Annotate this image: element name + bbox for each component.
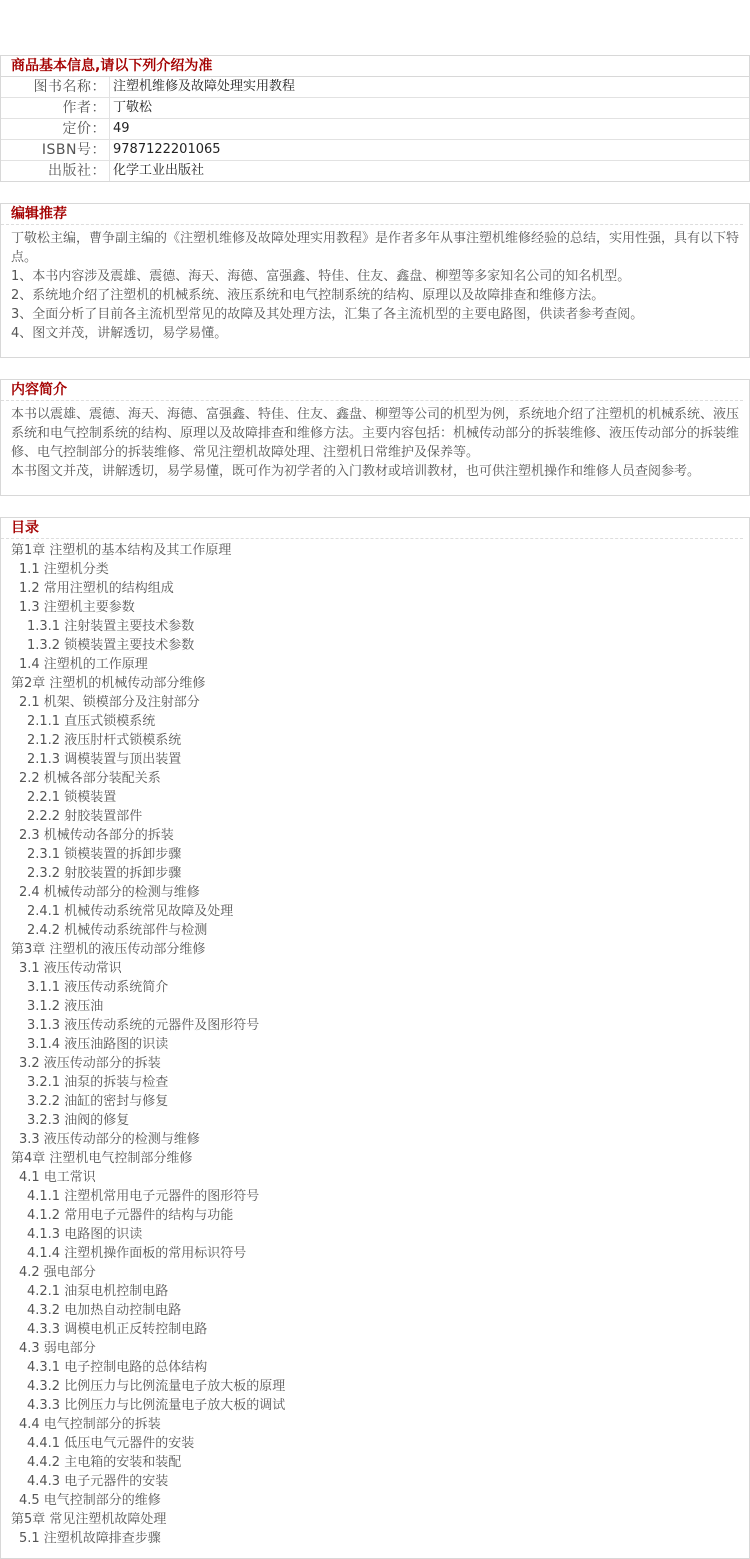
toc-item: 第3章 注塑机的液压传动部分维修 (11, 942, 206, 957)
toc-item: 2.4 机械传动部分的检测与维修 (19, 885, 200, 900)
info-label: ISBN号： (1, 140, 110, 160)
toc-item: 3.1.4 液压油路图的识读 (27, 1037, 169, 1052)
paragraph: 本书图文并茂，讲解透切，易学易懂，既可作为初学者的入门教材或培训教材，也可供注塑机操作和维修人员查阅参考。 (11, 464, 701, 479)
info-label: 定价： (1, 119, 110, 139)
toc-item: 3.2.1 油泵的拆装与检查 (27, 1075, 169, 1090)
basic-info-title: 商品基本信息,请以下列介绍为准 (1, 56, 749, 77)
toc-item: 4.3.2 比例压力与比例流量电子放大板的原理 (27, 1379, 286, 1394)
toc-item: 1.1 注塑机分类 (19, 562, 109, 577)
content-intro-text (1, 401, 749, 487)
paragraph: 3、全面分析了目前各主流机型常见的故障及其处理方法，汇集了各主流机型的主要电路图，供读者参考查阅。 (11, 307, 644, 322)
info-label: 图书名称： (1, 77, 110, 97)
editor-recommend-panel (0, 203, 750, 358)
content-intro-panel (0, 379, 750, 496)
toc-item: 2.4.1 机械传动系统常见故障及处理 (27, 904, 234, 919)
toc-item: 第4章 注塑机电气控制部分维修 (11, 1151, 193, 1166)
info-row (1, 161, 749, 181)
info-label: 出版社： (1, 161, 110, 181)
info-label: 作者： (1, 98, 110, 118)
toc-item: 2.1.1 直压式锁模系统 (27, 714, 156, 729)
toc-title: 目录 (1, 518, 743, 539)
info-row (1, 140, 749, 161)
toc-item: 3.1 液压传动常识 (19, 961, 122, 976)
info-value: 化学工业出版社 (113, 163, 205, 178)
toc-item: 4.2.1 油泵电机控制电路 (27, 1284, 169, 1299)
toc-item: 4.4.2 主电箱的安装和装配 (27, 1455, 182, 1470)
toc-item: 2.1.2 液压肘杆式锁模系统 (27, 733, 182, 748)
toc-list (1, 539, 749, 1548)
toc-item: 4.1.4 注塑机操作面板的常用标识符号 (27, 1246, 247, 1261)
editor-recommend-text (1, 225, 749, 349)
info-value: 9787122201065 (113, 142, 221, 157)
paragraph: 丁敬松主编，曹争副主编的《注塑机维修及故障处理实用教程》是作者多年从事注塑机维修经验的总结，实用性强，具有以下特点。 (11, 231, 740, 265)
toc-item: 2.2.1 锁模装置 (27, 790, 117, 805)
info-row (1, 98, 749, 119)
toc-item: 第2章 注塑机的机械传动部分维修 (11, 676, 206, 691)
toc-item: 1.3 注塑机主要参数 (19, 600, 135, 615)
info-row (1, 77, 749, 98)
toc-item: 2.3 机械传动各部分的拆装 (19, 828, 174, 843)
paragraph: 2、系统地介绍了注塑机的机械系统、液压系统和电气控制系统的结构、原理以及故障排查和维修方法。 (11, 288, 605, 303)
toc-item: 4.1.3 电路图的识读 (27, 1227, 143, 1242)
toc-item: 4.4.3 电子元器件的安装 (27, 1474, 169, 1489)
toc-item: 1.4 注塑机的工作原理 (19, 657, 148, 672)
toc-panel (0, 517, 750, 1559)
basic-info-panel (0, 55, 750, 182)
toc-item: 2.1 机架、锁模部分及注射部分 (19, 695, 200, 710)
toc-item: 4.5 电气控制部分的维修 (19, 1493, 161, 1508)
toc-item: 5.1 注塑机故障排查步骤 (19, 1531, 161, 1546)
toc-item: 3.1.3 液压传动系统的元器件及图形符号 (27, 1018, 260, 1033)
toc-item: 3.3 液压传动部分的检测与维修 (19, 1132, 200, 1147)
toc-item: 4.1.1 注塑机常用电子元器件的图形符号 (27, 1189, 260, 1204)
toc-item: 2.4.2 机械传动系统部件与检测 (27, 923, 208, 938)
info-value: 注塑机维修及故障处理实用教程 (113, 79, 296, 94)
toc-item: 2.1.3 调模装置与顶出装置 (27, 752, 182, 767)
toc-item: 4.3.2 电加热自动控制电路 (27, 1303, 182, 1318)
toc-item: 4.3.3 调模电机正反转控制电路 (27, 1322, 208, 1337)
toc-item: 4.4.1 低压电气元器件的安装 (27, 1436, 195, 1451)
info-row (1, 119, 749, 140)
toc-item: 2.3.1 锁模装置的拆卸步骤 (27, 847, 182, 862)
toc-item: 3.2.2 油缸的密封与修复 (27, 1094, 169, 1109)
content-intro-title: 内容简介 (1, 380, 743, 401)
toc-item: 1.3.2 锁模装置主要技术参数 (27, 638, 195, 653)
editor-recommend-title: 编辑推荐 (1, 204, 743, 225)
toc-item: 3.1.1 液压传动系统简介 (27, 980, 169, 995)
basic-info-table (1, 77, 749, 181)
toc-item: 3.1.2 液压油 (27, 999, 104, 1014)
toc-item: 4.4 电气控制部分的拆装 (19, 1417, 161, 1432)
toc-item: 4.3.3 比例压力与比例流量电子放大板的调试 (27, 1398, 286, 1413)
toc-item: 2.3.2 射胶装置的拆卸步骤 (27, 866, 182, 881)
toc-item: 3.2.3 油阀的修复 (27, 1113, 130, 1128)
toc-item: 第1章 注塑机的基本结构及其工作原理 (11, 543, 232, 558)
info-value: 49 (113, 121, 130, 136)
toc-item: 4.1.2 常用电子元器件的结构与功能 (27, 1208, 234, 1223)
paragraph: 本书以震雄、震德、海天、海德、富强鑫、特佳、住友、鑫盘、柳塑等公司的机型为例，系统地介绍了注塑机的机械系统、液压系统和电气控制系统的结构、原理以及故障排查和维修方法。主要内容包括：机械传动部分的拆装维修、液压传动部分的拆装维修、电气控制部分的拆装维修、常见注塑机故障处理、注塑机日常维护及保养等。 (11, 407, 740, 460)
toc-item: 4.2 强电部分 (19, 1265, 96, 1280)
toc-item: 2.2.2 射胶装置部件 (27, 809, 143, 824)
toc-item: 4.3.1 电子控制电路的总体结构 (27, 1360, 208, 1375)
toc-item: 1.3.1 注射装置主要技术参数 (27, 619, 195, 634)
paragraph: 4、图文并茂，讲解透切，易学易懂。 (11, 326, 228, 341)
toc-item: 4.3 弱电部分 (19, 1341, 96, 1356)
toc-item: 4.1 电工常识 (19, 1170, 96, 1185)
info-value: 丁敬松 (113, 100, 153, 115)
toc-item: 2.2 机械各部分装配关系 (19, 771, 161, 786)
toc-item: 1.2 常用注塑机的结构组成 (19, 581, 174, 596)
toc-item: 3.2 液压传动部分的拆装 (19, 1056, 161, 1071)
paragraph: 1、本书内容涉及震雄、震德、海天、海德、富强鑫、特佳、住友、鑫盘、柳塑等多家知名公司的知名机型。 (11, 269, 631, 284)
toc-item: 第5章 常见注塑机故障处理 (11, 1512, 167, 1527)
